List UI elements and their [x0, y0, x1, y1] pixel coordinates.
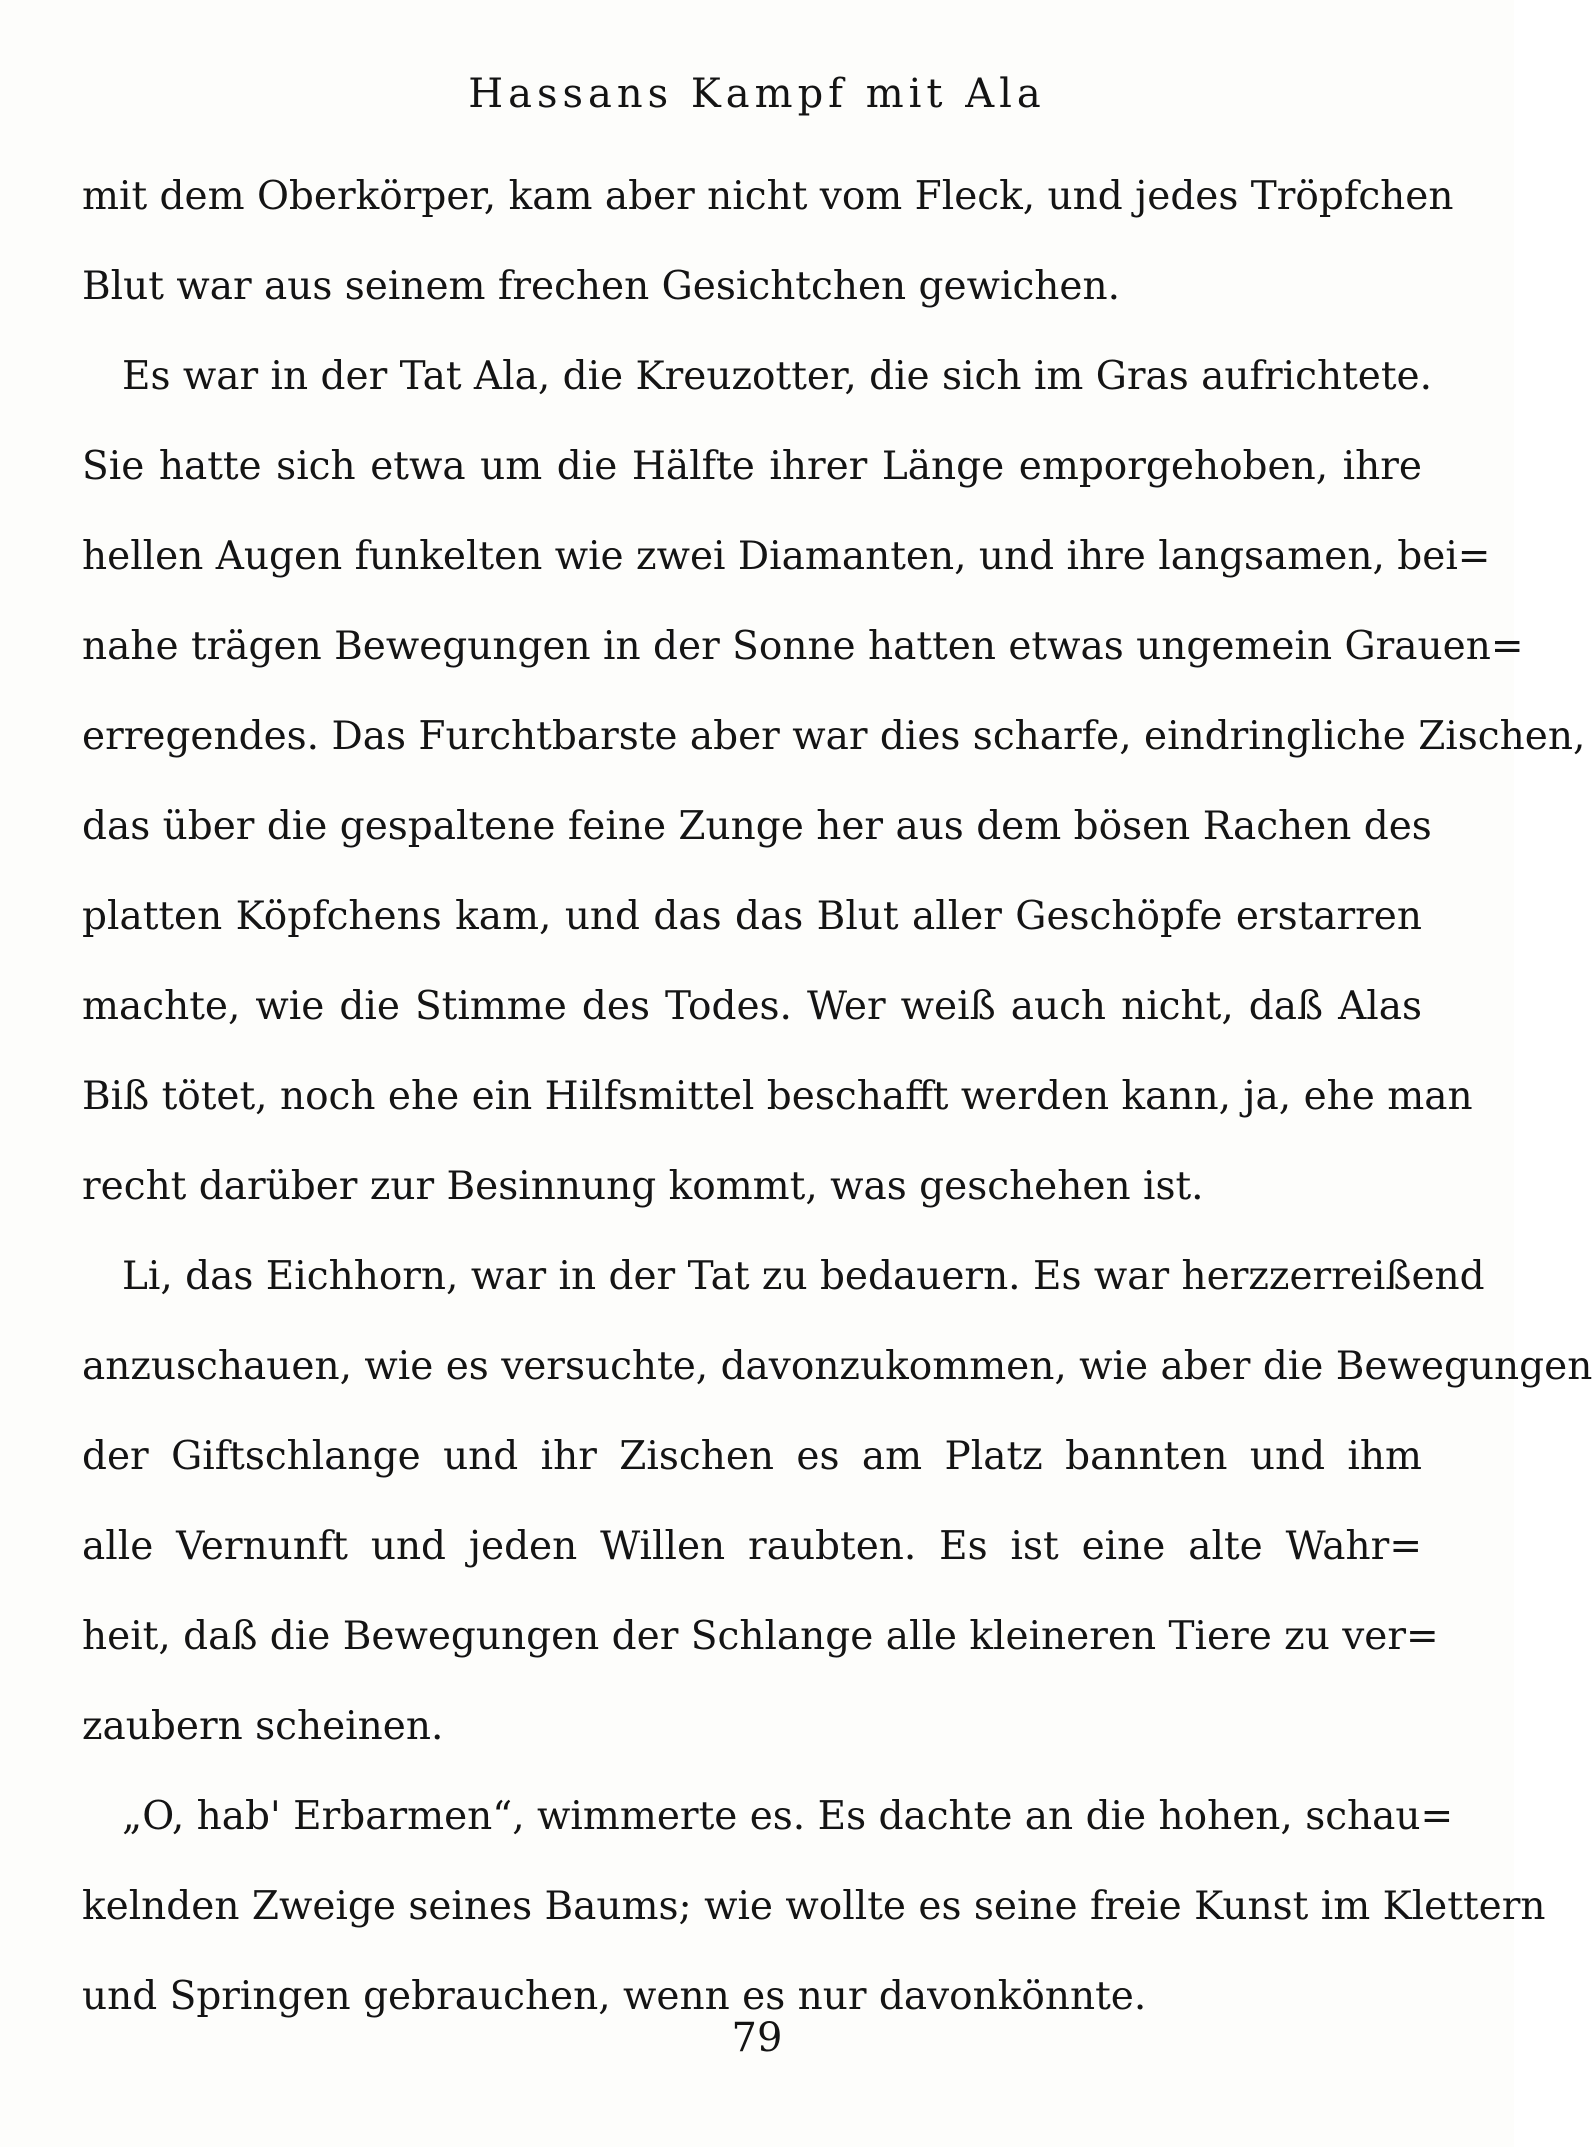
- text-line: das über die gespaltene feine Zunge her aus dem bösen Rachen des: [82, 804, 1432, 849]
- text-line: Li, das Eichhorn, war in der Tat zu bedauern. Es war herzzerreißend: [122, 1254, 1485, 1299]
- text-line: zaubern scheinen.: [82, 1704, 444, 1749]
- text-line: mit dem Oberkörper, kam aber nicht vom Fleck, und jedes Tröpfchen: [82, 174, 1454, 219]
- text-line: heit, daß die Bewegungen der Schlange alle kleineren Tiere zu ver=: [82, 1614, 1439, 1659]
- text-line: und Springen gebrauchen, wenn es nur davonkönnte.: [82, 1974, 1147, 2019]
- page-number: 79: [731, 2015, 783, 2061]
- text-line: platten Köpfchens kam, und das das Blut aller Geschöpfe erstarren: [82, 894, 1422, 939]
- text-line: nahe trägen Bewegungen in der Sonne hatten etwas ungemein Grauen=: [82, 624, 1524, 669]
- text-line: Blut war aus seinem frechen Gesichtchen gewichen.: [82, 264, 1120, 309]
- text-line: machte, wie die Stimme des Todes. Wer weiß auch nicht, daß Alas: [82, 984, 1422, 1029]
- text-line: Es war in der Tat Ala, die Kreuzotter, die sich im Gras aufrichtete.: [122, 354, 1432, 399]
- text-line: „O, hab' Erbarmen“, wimmerte es. Es dachte an die hohen, schau=: [122, 1794, 1454, 1839]
- text-line: Sie hatte sich etwa um die Hälfte ihrer Länge emporgehoben, ihre: [82, 444, 1422, 489]
- text-line: Biß tötet, noch ehe ein Hilfsmittel beschafft werden kann, ja, ehe man: [82, 1074, 1473, 1119]
- text-line: erregendes. Das Furchtbarste aber war dies scharfe, eindringliche Zischen,: [82, 714, 1586, 759]
- text-line: recht darüber zur Besinnung kommt, was geschehen ist.: [82, 1164, 1204, 1209]
- body-text: [82, 152, 1592, 2042]
- running-head: Hassans Kampf mit Ala: [468, 71, 1046, 117]
- text-line: kelnden Zweige seines Baums; wie wollte es seine freie Kunst im Klettern: [82, 1884, 1546, 1929]
- text-line: der Giftschlange und ihr Zischen es am Platz bannten und ihm: [82, 1434, 1422, 1479]
- text-line: anzuschauen, wie es versuchte, davonzukommen, wie aber die Bewegungen: [82, 1344, 1592, 1389]
- text-line: hellen Augen funkelten wie zwei Diamanten, und ihre langsamen, bei=: [82, 534, 1491, 579]
- text-line: alle Vernunft und jeden Willen raubten. Es ist eine alte Wahr=: [82, 1524, 1422, 1569]
